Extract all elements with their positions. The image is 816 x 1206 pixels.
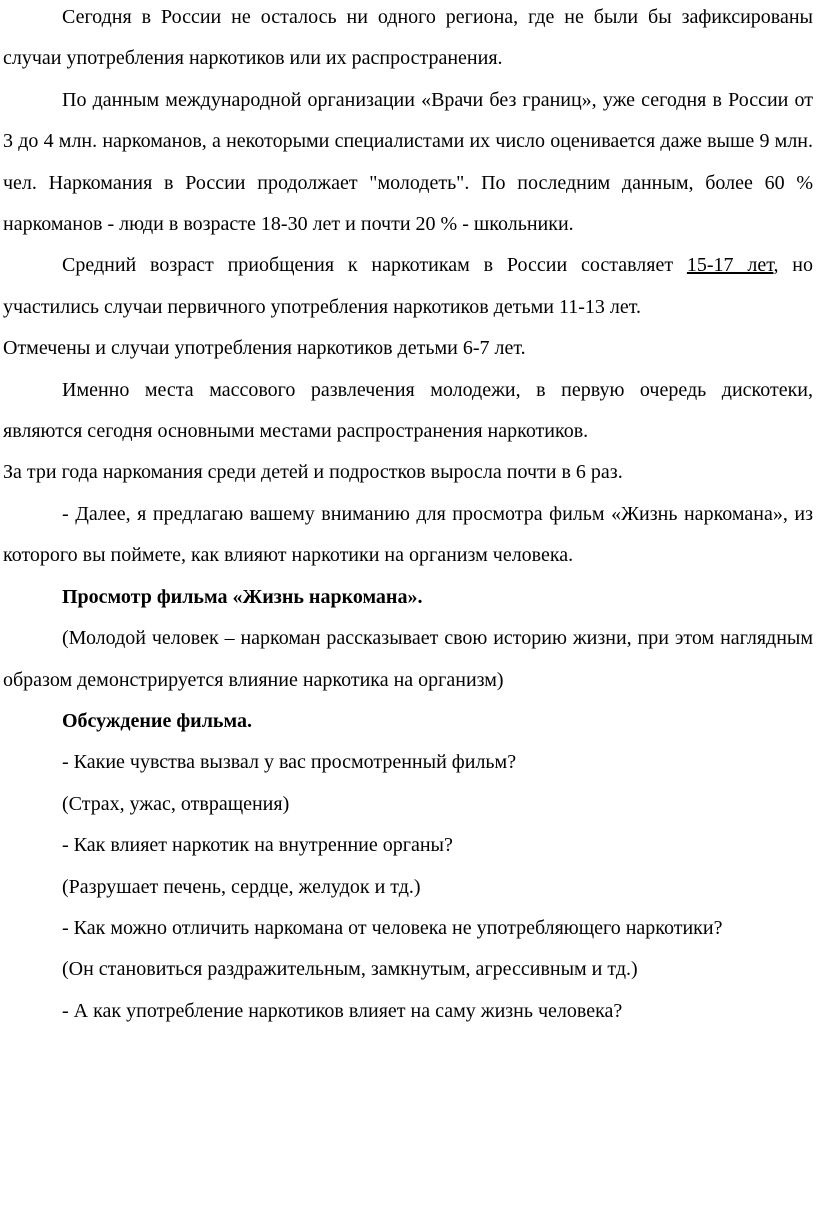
paragraph-statistics: По данным международной организации «Врачи без границ», уже сегодня в России от 3 до 4 млн. наркоманов, а некоторыми специалистами их число оценивается даже выше 9 млн. чел. Наркомания в России продолжает "молодеть". По последним данным, более 60 % наркоманов - люди в возрасте 18-30 лет и почти 20 % - школьники.	[3, 88, 813, 236]
question-life-impact: - А как употребление наркотиков влияет на саму жизнь человека?	[62, 999, 623, 1022]
paragraph-regions: Сегодня в России не осталось ни одного региона, где не были бы зафиксированы случаи употребления наркотиков или их распространения.	[3, 6, 813, 70]
question-organs: - Как влияет наркотик на внутренние органы?	[62, 834, 453, 857]
document-page	[3, 0, 813, 1032]
answer-organs: (Разрушает печень, сердце, желудок и тд.)	[62, 875, 421, 898]
heading-film-discussion: Обсуждение фильма.	[62, 709, 252, 732]
paragraph-film-description: (Молодой человек – наркоман рассказывает свою историю жизни, при этом наглядным образом демонстрируется влияние наркотика на организм)	[3, 627, 813, 691]
paragraph-film-intro: - Далее, я предлагаю вашему вниманию для просмотра фильм «Жизнь наркомана», из которого вы поймете, как влияют наркотики на организм человека.	[3, 502, 813, 567]
paragraph-growth: За три года наркомания среди детей и подростков выросла почти в 6 раз.	[3, 461, 623, 484]
average-age-text-after: , но участились случаи первичного употребления наркотиков детьми 11-13 лет.	[3, 254, 813, 318]
answer-distinguish: (Он становиться раздражительным, замкнутым, агрессивным и тд.)	[62, 958, 638, 981]
paragraph-average-age	[3, 245, 813, 328]
average-age-underlined: 15-17 лет	[686, 254, 774, 277]
question-distinguish: - Как можно отличить наркомана от человека не употребляющего наркотики?	[62, 916, 723, 939]
answer-feelings: (Страх, ужас, отвращения)	[62, 792, 290, 815]
paragraph-children-cases: Отмечены и случаи употребления наркотиков детьми 6-7 лет.	[3, 337, 526, 360]
average-age-text-before: Средний возраст приобщения к наркотикам в России составляет	[62, 254, 687, 277]
heading-film-viewing: Просмотр фильма «Жизнь наркомана».	[62, 585, 423, 608]
question-feelings: - Какие чувства вызвал у вас просмотренный фильм?	[62, 751, 517, 774]
paragraph-discotheques: Именно места массового развлечения молодежи, в первую очередь дискотеки, являются сегодня основными местами распространения наркотиков.	[3, 378, 813, 443]
